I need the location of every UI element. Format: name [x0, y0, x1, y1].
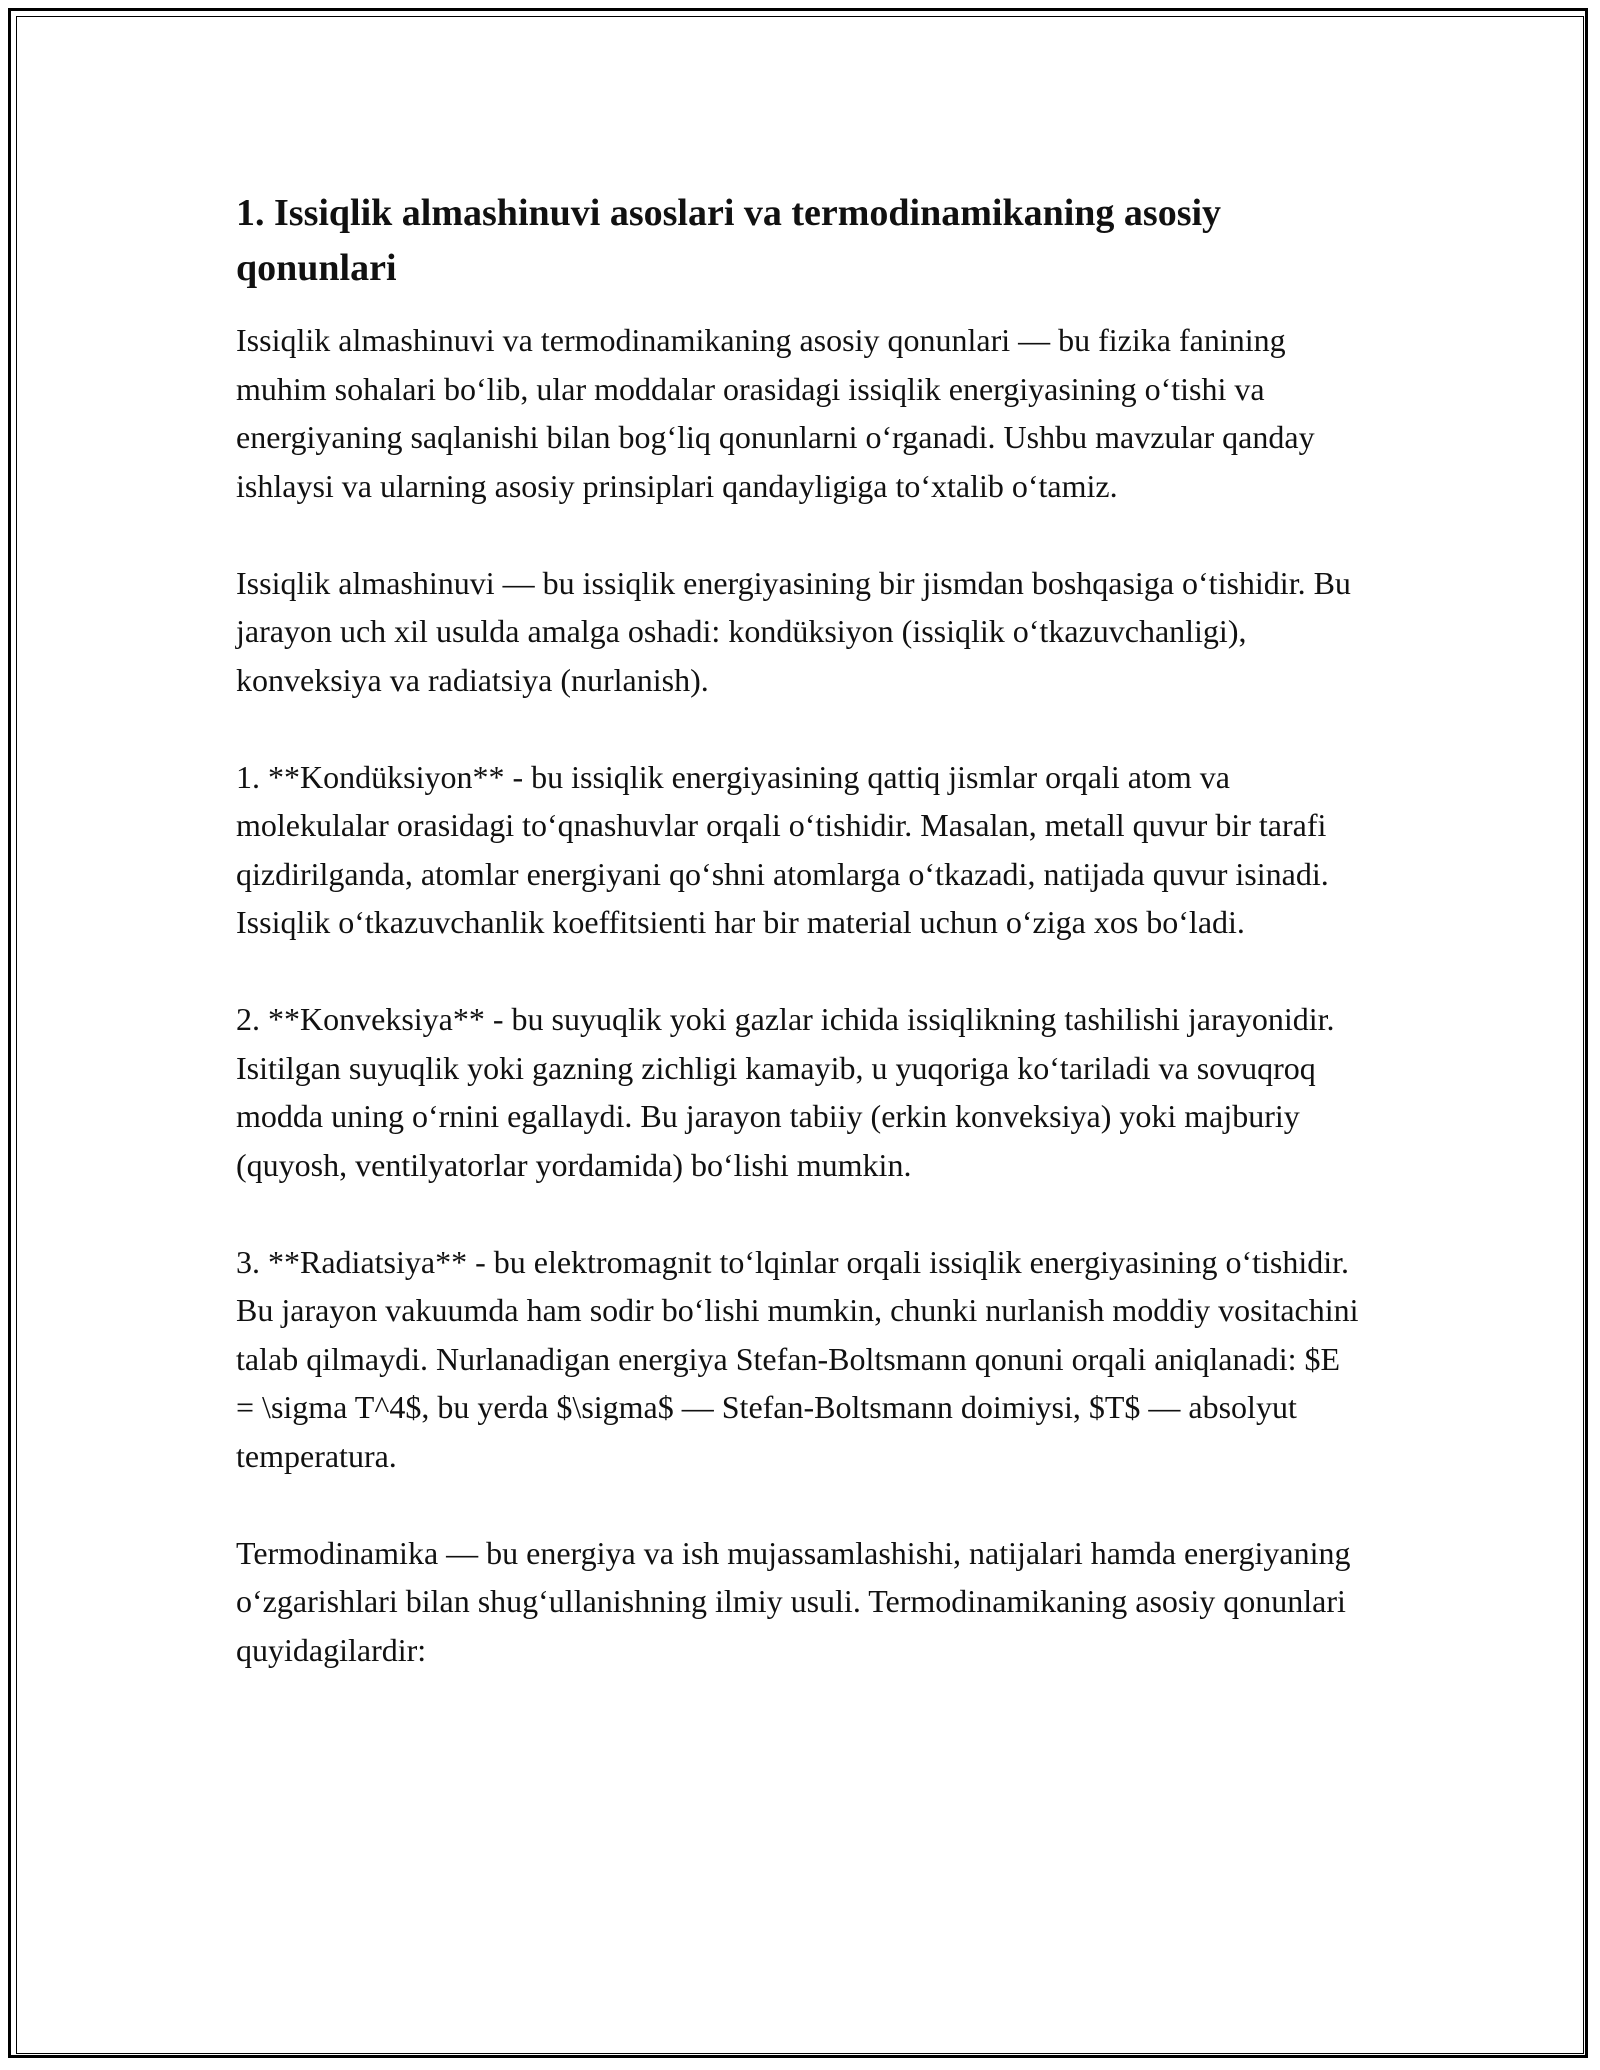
convection-paragraph: 2. **Konveksiya** - bu suyuqlik yoki gazlar ichida issiqlikning tashilishi jarayonidir. Isitilgan suyuqlik yoki gazning zichligi kamayib, u yuqoriga koʻtariladi va sovuqroq modda uning oʻrnini egallaydi. Bu jarayon tabiiy (erkin konveksiya) yoki majburiy (quyosh, ventilyatorlar yordamida) boʻlishi mumkin.	[236, 1001, 1335, 1183]
heat-exchange-paragraph: Issiqlik almashinuvi — bu issiqlik energiyasining bir jismdan boshqasiga oʻtishidir. Bu jarayon uch xil usulda amalga oshadi: kondüksiyon (issiqlik oʻtkazuvchanligi), konveksiya va radiatsiya (nurlanish).	[236, 564, 1351, 698]
page-title: 1. Issiqlik almashinuvi asoslari va termodinamikaning asosiy qonunlari	[236, 192, 1222, 289]
intro-paragraph: Issiqlik almashinuvi va termodinamikaning asosiy qonunlari — bu fizika fanining muhim sohalari boʻlib, ular moddalar orasidagi issiqlik energiyasining oʻtishi va energiyaning saqlanishi bilan bogʻliq qonunlarni oʻrganadi. Ushbu mavzular qanday ishlaysi va ularning asosiy prinsiplari qandayligiga toʻxtalib oʻtamiz.	[236, 322, 1315, 504]
thermodynamics-paragraph: Termodinamika — bu energiya va ish mujassamlashishi, natijalari hamda energiyaning oʻzgarishlari bilan shugʻullanishning ilmiy usuli. Termodinamikaning asosiy qonunlari quyidagilardir:	[236, 1534, 1351, 1668]
document-body	[236, 186, 1366, 1723]
conduction-paragraph: 1. **Kondüksiyon** - bu issiqlik energiyasining qattiq jismlar orqali atom va molekulalar orasidagi toʻqnashuvlar orqali oʻtishidir. Masalan, metall quvur bir tarafi qizdirilganda, atomlar energiyani qoʻshni atomlarga oʻtkazadi, natijada quvur isinadi. Issiqlik oʻtkazuvchanlik koeffitsienti har bir material uchun oʻziga xos boʻladi.	[236, 758, 1329, 940]
radiation-paragraph: 3. **Radiatsiya** - bu elektromagnit toʻlqinlar orqali issiqlik energiyasining oʻtishidir. Bu jarayon vakuumda ham sodir boʻlishi mumkin, chunki nurlanish moddiy vositachini talab qilmaydi. Nurlanadigan energiya Stefan-Boltsmann qonuni orqali aniqlanadi: $E = \sigma T^4$, bu yerda $\sigma$ — Stefan-Boltsmann doimiysi, $T$ — absolyut temperatura.	[236, 1243, 1359, 1474]
